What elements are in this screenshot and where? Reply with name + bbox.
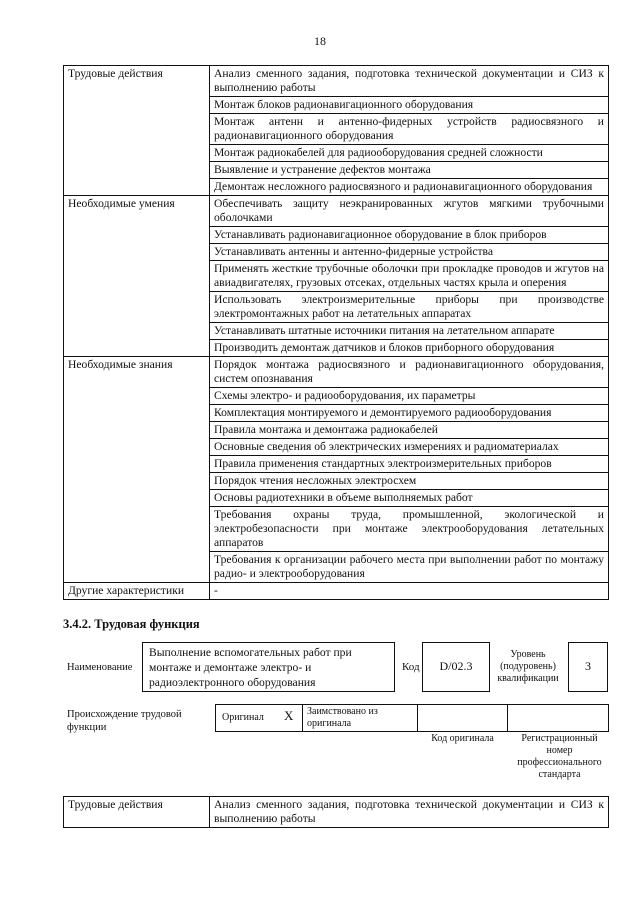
level-label: Уровень (подуровень) квалификации bbox=[497, 649, 559, 684]
code-original-label: Код оригинала bbox=[431, 733, 494, 744]
level-value: 3 bbox=[585, 659, 591, 673]
function-name-value: Выполнение вспомогательных работ при монтаже и демонтаже электро- и радиоэлектронного оборудования bbox=[149, 646, 352, 689]
group-item: - bbox=[210, 583, 609, 600]
reg-number-label: Регистрационный номер профессионального стандарта bbox=[517, 733, 602, 780]
original-mark: X bbox=[284, 708, 294, 723]
row-label: Трудовые действия bbox=[64, 797, 210, 828]
table-row bbox=[64, 797, 609, 828]
reg-number-box bbox=[507, 704, 609, 732]
table-row bbox=[64, 196, 609, 227]
group-item: Обеспечивать защиту неэкранированных жгутов мягкими трубочными оболочками bbox=[210, 196, 609, 227]
group-item: Монтаж радиокабелей для радиооборудования средней сложности bbox=[210, 145, 609, 162]
group-label: Другие характеристики bbox=[64, 583, 210, 600]
group-item: Правила применения стандартных электроизмерительных приборов bbox=[210, 456, 609, 473]
group-item: Порядок монтажа радиосвязного и радионавигационного оборудования, систем опознавания bbox=[210, 357, 609, 388]
group-item: Производить демонтаж датчиков и блоков приборного оборудования bbox=[210, 340, 609, 357]
table-row bbox=[64, 357, 609, 388]
bottom-table bbox=[63, 796, 609, 828]
group-item: Устанавливать радионавигационное оборудование в блок приборов bbox=[210, 227, 609, 244]
group-item: Требования к организации рабочего места при выполнении работ по монтажу радио- и электрооборудования bbox=[210, 552, 609, 583]
group-item: Основы радиотехники в объеме выполняемых работ bbox=[210, 490, 609, 507]
group-item: Устанавливать антенны и антенно-фидерные устройства bbox=[210, 244, 609, 261]
code-label: Код bbox=[402, 661, 420, 673]
original-label: Оригинал bbox=[222, 712, 264, 723]
code-original-box bbox=[417, 704, 508, 732]
level-box bbox=[568, 642, 608, 692]
group-item: Использовать электроизмерительные приборы при производстве электромонтажных работ на летательных аппаратах bbox=[210, 292, 609, 323]
table-row bbox=[64, 66, 609, 97]
borrowed-label: Заимствовано из оригинала bbox=[307, 706, 378, 729]
group-item: Комплектация монтируемого и демонтируемого радиооборудования bbox=[210, 405, 609, 422]
group-label: Необходимые умения bbox=[64, 196, 210, 357]
group-item: Схемы электро- и радиооборудования, их параметры bbox=[210, 388, 609, 405]
group-label: Трудовые действия bbox=[64, 66, 210, 196]
group-label: Необходимые знания bbox=[64, 357, 210, 583]
table-row bbox=[64, 583, 609, 600]
group-item: Правила монтажа и демонтажа радиокабелей bbox=[210, 422, 609, 439]
origin-label: Происхождение трудовой функции bbox=[67, 709, 182, 733]
group-item: Устанавливать штатные источники питания на летательном аппарате bbox=[210, 323, 609, 340]
group-item: Монтаж антенн и антенно-фидерных устройств радиосвязного и радионавигационного оборудования bbox=[210, 114, 609, 145]
name-label: Наименование bbox=[67, 662, 133, 673]
section-title: 3.4.2. Трудовая функция bbox=[63, 617, 200, 631]
group-item: Выявление и устранение дефектов монтажа bbox=[210, 162, 609, 179]
group-item: Требования охраны труда, промышленной, экологической и электробезопасности при монтаже электрооборудования летательных аппаратов bbox=[210, 507, 609, 552]
group-item: Анализ сменного задания, подготовка технической документации и СИЗ к выполнению работы bbox=[210, 66, 609, 97]
group-item: Применять жесткие трубочные оболочки при прокладке проводов и жгутов на авиадвигателях, грузовых отсеках, отдельных частях крыла и оперения bbox=[210, 261, 609, 292]
competency-table bbox=[63, 65, 609, 600]
group-item: Порядок чтения несложных электросхем bbox=[210, 473, 609, 490]
code-box bbox=[422, 642, 490, 692]
group-item: Монтаж блоков радионавигационного оборудования bbox=[210, 97, 609, 114]
code-value: D/02.3 bbox=[439, 659, 473, 673]
row-item: Анализ сменного задания, подготовка технической документации и СИЗ к выполнению работы bbox=[210, 797, 609, 828]
function-name-box bbox=[142, 642, 395, 692]
page-number: 18 bbox=[314, 34, 326, 48]
group-item: Основные сведения об электрических измерениях и радиоматериалах bbox=[210, 439, 609, 456]
group-item: Демонтаж несложного радиосвязного и радионавигационного оборудования bbox=[210, 179, 609, 196]
